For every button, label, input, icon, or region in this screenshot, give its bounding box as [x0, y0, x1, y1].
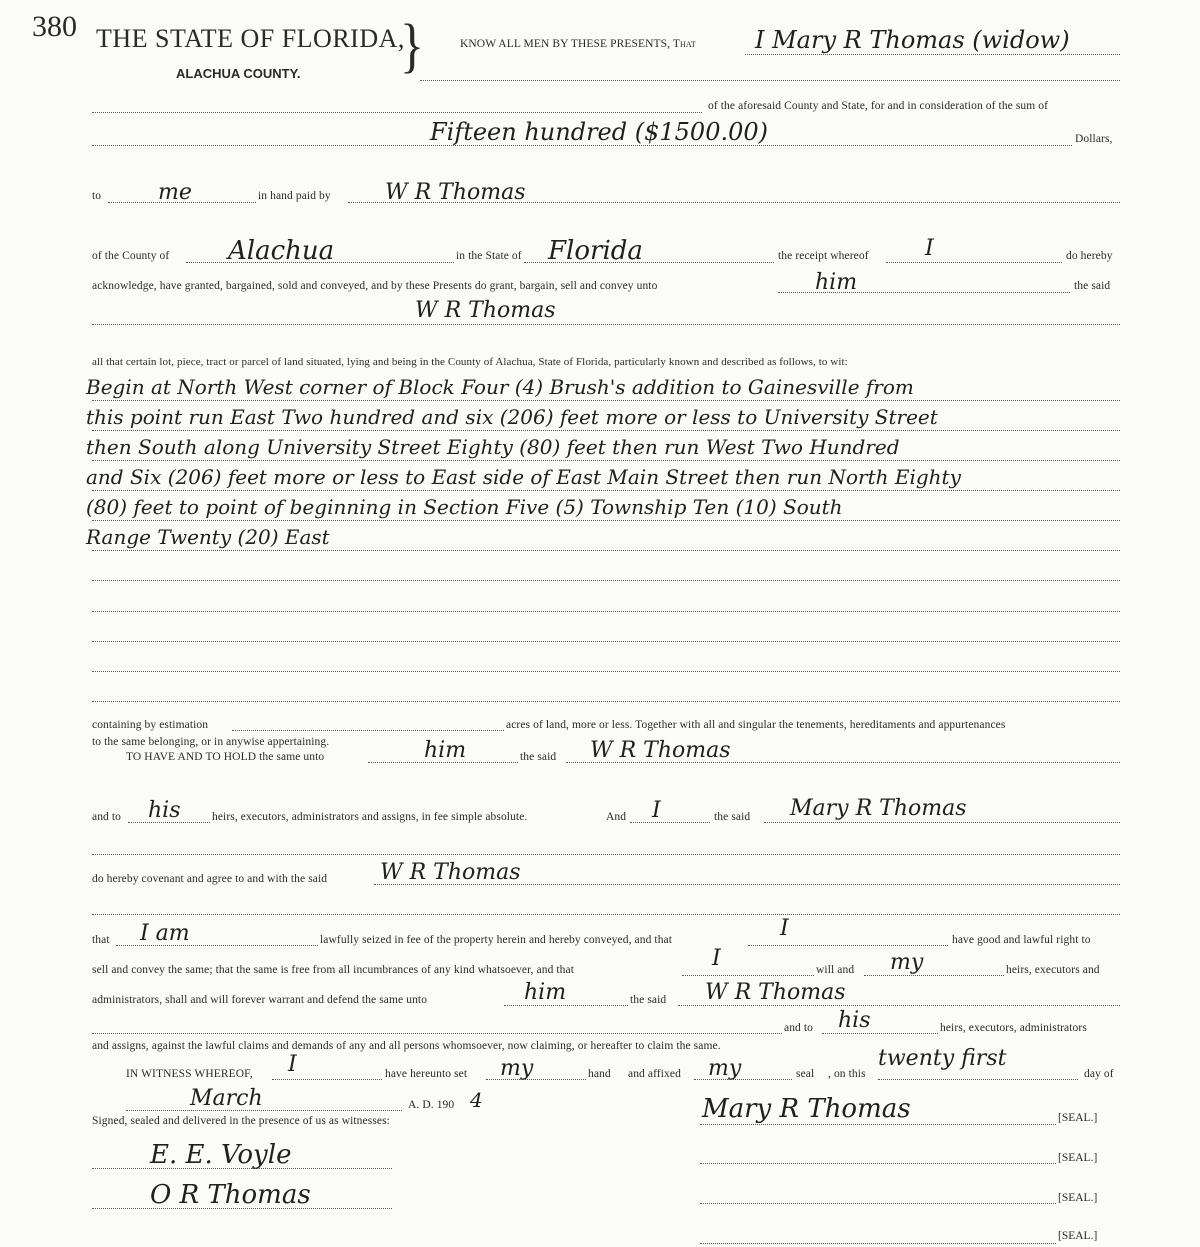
of-county-text: of the County of [92, 250, 170, 262]
line [694, 1079, 792, 1080]
line [566, 762, 1120, 763]
line [886, 262, 1062, 263]
line [700, 1124, 1056, 1125]
year-digit-handwritten: 4 [470, 1088, 483, 1112]
amount-handwritten: Fifteen hundred ($1500.00) [430, 118, 768, 146]
land-intro-text: all that certain lot, piece, tract or parcel of land situated, lying and being in the County of Alachua, State of Florida, particularly known and described as follows, to wit: [92, 356, 848, 368]
know-all-text: KNOW ALL MEN BY THESE PRESENTS, That [460, 38, 696, 50]
line [92, 460, 1120, 461]
line [700, 1203, 1056, 1204]
line [92, 520, 1120, 521]
the-said-text: the said [1074, 280, 1111, 292]
heirs-text: heirs, executors, administrators and assigns, in fee simple absolute. [212, 811, 528, 823]
state-handwritten: Florida [548, 236, 643, 266]
subject-handwritten: I [652, 798, 661, 823]
unto-handwritten: him [424, 738, 467, 763]
seal-label: [SEAL.] [1058, 1192, 1098, 1204]
line [486, 1079, 586, 1080]
unto-handwritten: him [815, 270, 858, 295]
covenant-text: do hereby covenant and agree to and with the said [92, 873, 328, 885]
description-line: Begin at North West corner of Block Four (4) Brush's addition to Gainesville from [86, 375, 914, 399]
will-and-text: will and [816, 964, 855, 976]
line [92, 400, 1120, 401]
witness2-handwritten: O R Thomas [150, 1180, 311, 1210]
seized-text: lawfully seized in fee of the property herein and hereby conveyed, and that [320, 934, 673, 946]
line [92, 490, 1120, 491]
line [878, 1079, 1078, 1080]
receipt-text: the receipt whereof [778, 250, 869, 262]
pronoun-handwritten: my [500, 1056, 534, 1081]
and-to-text: and to [784, 1022, 814, 1034]
witness1-handwritten: E. E. Voyle [150, 1140, 292, 1170]
signature-handwritten: Mary R Thomas [702, 1094, 911, 1124]
the-said-text: the said [520, 751, 557, 763]
line [682, 975, 814, 976]
in-state-text: in the State of [456, 250, 522, 262]
pronoun-handwritten: my [890, 950, 924, 975]
subject-handwritten: I am [140, 921, 190, 946]
grantee-handwritten: W R Thomas [705, 980, 846, 1005]
day-handwritten: twenty first [878, 1046, 1007, 1071]
line [700, 1163, 1056, 1164]
dollars-label: Dollars, [1075, 133, 1113, 145]
line [92, 145, 1072, 146]
sell-text: sell and convey the same; that the same is free from all incumbrances of any kind whatsoever, and that [92, 964, 575, 976]
line [822, 1033, 938, 1034]
pronoun-handwritten: his [838, 1008, 871, 1033]
line [108, 202, 256, 203]
page-number: 380 [32, 10, 77, 43]
the-said-text: the said [714, 811, 751, 823]
warrant-text: administrators, shall and will forever warrant and defend the same unto [92, 994, 428, 1006]
line [92, 854, 1120, 855]
line [630, 822, 710, 823]
grantor-line [745, 54, 1120, 55]
aforesaid-text: of the aforesaid County and State, for and in consideration of the sum of [708, 100, 1049, 112]
grantee-handwritten: W R Thomas [380, 860, 521, 885]
line [128, 822, 210, 823]
county-handwritten: Alachua [228, 236, 335, 266]
pronoun-handwritten: my [708, 1056, 742, 1081]
land-description [86, 372, 961, 552]
unto-handwritten: him [524, 980, 567, 1005]
subject-handwritten: I [712, 946, 721, 971]
header-underline [420, 80, 1120, 81]
line [92, 914, 1120, 915]
line [92, 1033, 782, 1034]
line [92, 112, 702, 113]
on-this-text: , on this [828, 1068, 866, 1080]
description-line: and Six (206) feet more or less to East side of East Main Street then run North Eighty [86, 465, 961, 489]
seal-label: [SEAL.] [1058, 1112, 1098, 1124]
heirs-admin-text: heirs, executors, administrators [940, 1022, 1087, 1034]
signed-text: Signed, sealed and delivered in the presence of us as witnesses: [92, 1115, 390, 1127]
line [92, 701, 1120, 702]
month-handwritten: March [190, 1086, 263, 1111]
acres-text: acres of land, more or less. Together with all and singular the tenements, hereditaments and appurtenances [506, 719, 1006, 731]
ad-text: A. D. 190 [408, 1099, 455, 1111]
description-line: then South along University Street Eighty (80) feet then run West Two Hundred [86, 435, 900, 459]
subject-handwritten: I [288, 1052, 297, 1077]
grantee-handwritten: W R Thomas [415, 298, 556, 323]
line [92, 641, 1120, 642]
convey-text: acknowledge, have granted, bargained, sold and conveyed, and by these Presents do grant, bargain, sell and convey unto [92, 280, 658, 292]
brace: } [400, 11, 424, 79]
heirs-exec-text: heirs, executors and [1006, 964, 1100, 976]
payee-handwritten: me [158, 180, 192, 205]
line [92, 430, 1120, 431]
line [778, 292, 1070, 293]
payer-handwritten: W R Thomas [385, 180, 526, 205]
line [524, 262, 774, 263]
seal-label: [SEAL.] [1058, 1230, 1098, 1242]
seal-label: [SEAL.] [1058, 1152, 1098, 1164]
that-text: that [92, 934, 110, 946]
line [186, 262, 454, 263]
line [92, 324, 1120, 325]
line [92, 1168, 392, 1169]
and-affixed-text: and affixed [628, 1068, 681, 1080]
line [116, 945, 318, 946]
line [272, 1079, 382, 1080]
line [232, 730, 504, 731]
seal-word: seal [796, 1068, 815, 1080]
description-line: Range Twenty (20) East [86, 525, 330, 549]
line [92, 580, 1120, 581]
good-right-text: have good and lawful right to [952, 934, 1091, 946]
pronoun-handwritten: his [148, 798, 181, 823]
to-label: to [92, 190, 102, 202]
in-witness-text: IN WITNESS WHEREOF, [126, 1068, 253, 1080]
subject-handwritten: I [780, 916, 789, 941]
grantor-handwritten: I Mary R Thomas (widow) [755, 26, 1070, 54]
line [764, 822, 1120, 823]
and-text: And [606, 811, 627, 823]
county-heading: ALACHUA COUNTY. [176, 66, 301, 81]
hand-text: hand [588, 1068, 611, 1080]
line [864, 975, 1004, 976]
grantor-handwritten: Mary R Thomas [790, 796, 967, 821]
do-hereby-text: do hereby [1066, 250, 1113, 262]
line [504, 1005, 628, 1006]
day-of-text: day of [1084, 1068, 1114, 1080]
line [92, 671, 1120, 672]
line [348, 202, 1120, 203]
line [368, 762, 518, 763]
line [678, 1005, 1120, 1006]
appertaining-text: to the same belonging, or in anywise appertaining. [92, 736, 330, 748]
grantee-handwritten: W R Thomas [590, 738, 731, 763]
state-heading: THE STATE OF FLORIDA, [96, 24, 405, 53]
line [92, 611, 1120, 612]
line [700, 1243, 1056, 1244]
description-line: (80) feet to point of beginning in Section Five (5) Township Ten (10) South [86, 495, 843, 519]
line [92, 1208, 392, 1209]
in-hand-text: in hand paid by [258, 190, 331, 202]
line [374, 884, 1120, 885]
the-said-text: the said [630, 994, 667, 1006]
containing-text: containing by estimation [92, 719, 209, 731]
line [748, 945, 948, 946]
receipt-handwritten: I [925, 236, 934, 261]
to-have-text: TO HAVE AND TO HOLD the same unto [126, 751, 325, 763]
line [92, 550, 1120, 551]
description-line: this point run East Two hundred and six (206) feet more or less to University Street [86, 405, 938, 429]
and-to-text: and to [92, 811, 122, 823]
line [126, 1110, 402, 1111]
have-set-text: have hereunto set [385, 1068, 468, 1080]
assigns-text: and assigns, against the lawful claims and demands of any and all persons whomsoever, now claiming, or hereafter to claim the same. [92, 1040, 721, 1052]
